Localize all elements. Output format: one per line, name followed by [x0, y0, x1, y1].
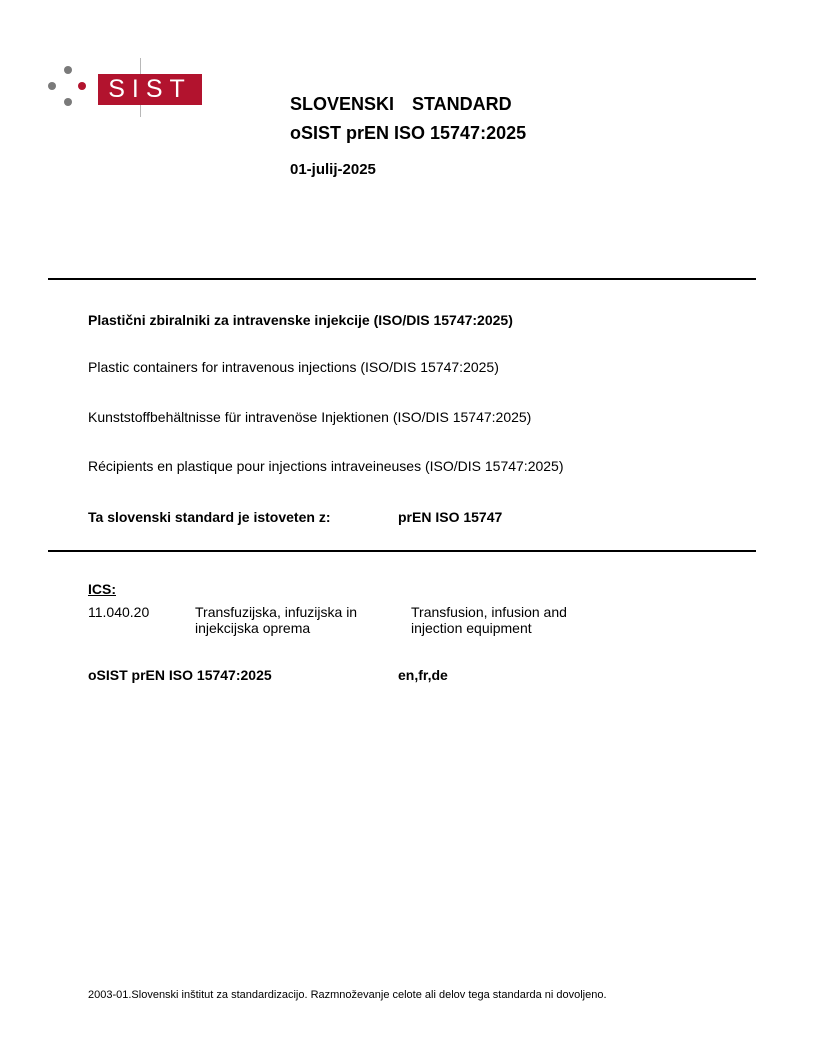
standard-label: SLOVENSKI STANDARD: [290, 94, 512, 114]
ics-heading: ICS:: [88, 581, 116, 597]
sist-logo: SIST: [98, 74, 202, 105]
copyright-footer: 2003-01.Slovenski inštitut za standardizacijo. Razmnoževanje celote ali delov tega standarda ni dovoljeno.: [88, 989, 607, 1001]
ics-code: 11.040.20: [88, 604, 150, 620]
document-languages: en,fr,de: [398, 667, 448, 683]
standard-date: 01-julij-2025: [290, 161, 376, 178]
title-en: Plastic containers for intravenous injections (ISO/DIS 15747:2025): [88, 359, 499, 375]
middle-rule: [48, 550, 756, 552]
title-de: Kunststoffbehältnisse für intravenöse Injektionen (ISO/DIS 15747:2025): [88, 409, 532, 425]
top-rule: [48, 278, 756, 280]
standard-number: oSIST prEN ISO 15747:2025: [290, 123, 527, 143]
ics-description-sl: Transfuzijska, infuzijska in injekcijska oprema: [195, 604, 358, 636]
logo-dot: [64, 66, 72, 74]
identity-value: prEN ISO 15747: [398, 509, 503, 525]
ics-description-en: Transfusion, infusion and injection equipment: [411, 604, 567, 636]
logo-dot-red: [78, 82, 86, 90]
logo-dot: [48, 82, 56, 90]
sist-logo-dots: [48, 66, 88, 110]
identity-label: Ta slovenski standard je istoveten z:: [88, 509, 331, 525]
title-fr: Récipients en plastique pour injections intraveineuses (ISO/DIS 15747:2025): [88, 458, 564, 474]
logo-dot: [64, 98, 72, 106]
document-number: oSIST prEN ISO 15747:2025: [88, 667, 272, 683]
title-sl: Plastični zbiralniki za intravenske injekcije (ISO/DIS 15747:2025): [88, 312, 513, 328]
